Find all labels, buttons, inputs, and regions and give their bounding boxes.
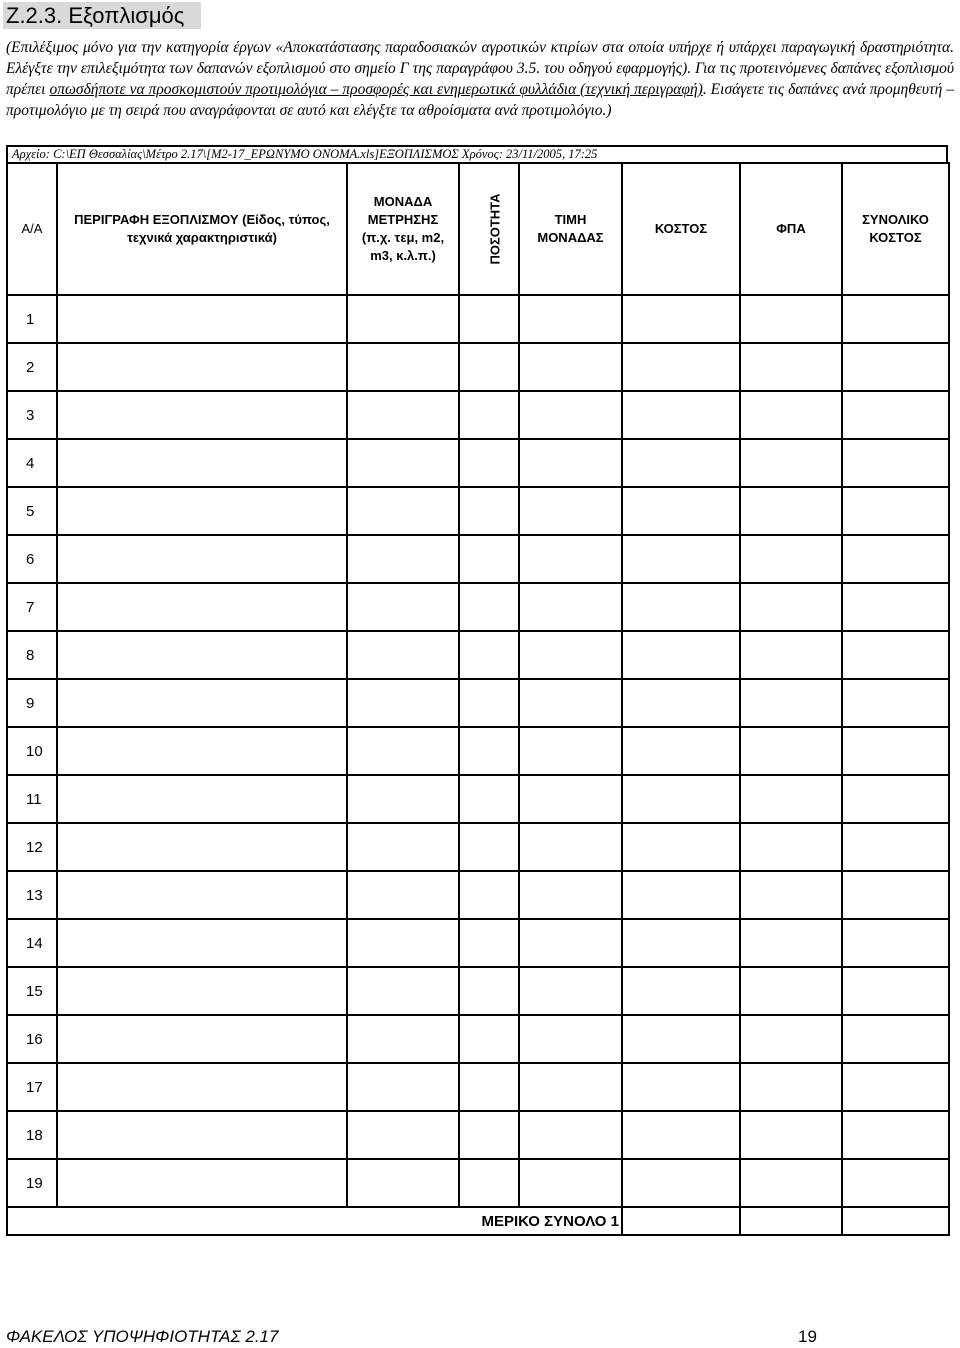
cell-total-cost[interactable] [842,295,949,343]
cell-unit[interactable] [347,439,459,487]
cell-quantity[interactable] [459,583,519,631]
cell-description[interactable] [57,295,347,343]
cell-total-cost[interactable] [842,775,949,823]
cell-total-cost[interactable] [842,487,949,535]
cell-description[interactable] [57,439,347,487]
cell-total-cost[interactable] [842,1111,949,1159]
cell-vat[interactable] [740,919,842,967]
cell-unit[interactable] [347,583,459,631]
cell-total-cost[interactable] [842,823,949,871]
header-aa: Α/Α [7,163,57,295]
cell-cost[interactable] [622,871,740,919]
cell-unit-price[interactable] [519,1159,622,1207]
cell-unit[interactable] [347,1063,459,1111]
intro-paragraph [6,37,954,121]
row-number: 13 [7,871,57,919]
cell-unit-price[interactable] [519,487,622,535]
cell-cost[interactable] [622,487,740,535]
cell-cost[interactable] [622,1063,740,1111]
cell-description[interactable] [57,343,347,391]
cell-vat[interactable] [740,631,842,679]
intro-text-part2: . Εισάγετε τις δαπάνες ανά προμηθευτή –προτιμολόγιο με τη σειρά που αναγράφονται σε αυτό και ελέγξτε τα αθροίσματα ανά προτιμολόγιο.) [6,81,954,119]
cell-unit[interactable] [347,295,459,343]
cell-cost[interactable] [622,583,740,631]
cell-quantity[interactable] [459,967,519,1015]
cell-vat[interactable] [740,439,842,487]
cell-unit-price[interactable] [519,391,622,439]
cell-cost[interactable] [622,1015,740,1063]
cell-cost[interactable] [622,631,740,679]
cell-description[interactable] [57,967,347,1015]
cell-total-cost[interactable] [842,1015,949,1063]
cell-total-cost[interactable] [842,967,949,1015]
cell-total-cost[interactable] [842,1159,949,1207]
table-row [7,535,949,583]
table-row [7,583,949,631]
row-number: 19 [7,1159,57,1207]
footer-folder-title: ΦΑΚΕΛΟΣ ΥΠΟΨΗΦΙΟΤΗΤΑΣ 2.17 [6,1327,279,1346]
subtotal-label: ΜΕΡΙΚΟ ΣΥΝΟΛΟ 1 [7,1207,622,1235]
row-number: 16 [7,1015,57,1063]
cell-cost[interactable] [622,1159,740,1207]
cell-description[interactable] [57,1063,347,1111]
cell-unit[interactable] [347,343,459,391]
cell-vat[interactable] [740,1159,842,1207]
cell-quantity[interactable] [459,1111,519,1159]
cell-unit[interactable] [347,679,459,727]
section-title: Ζ.2.3. Εξοπλισμός [3,2,201,29]
cell-total-cost[interactable] [842,391,949,439]
cell-description[interactable] [57,583,347,631]
table-row [7,631,949,679]
cell-unit-price[interactable] [519,343,622,391]
cell-total-cost[interactable] [842,871,949,919]
cell-unit[interactable] [347,823,459,871]
cell-description[interactable] [57,631,347,679]
cell-unit-price[interactable] [519,1015,622,1063]
table-row [7,775,949,823]
header-quantity [459,163,519,295]
cell-unit-price[interactable] [519,1063,622,1111]
cell-unit-price[interactable] [519,1111,622,1159]
cell-vat[interactable] [740,823,842,871]
subtotal-cost[interactable] [622,1207,740,1235]
table-row [7,967,949,1015]
cell-total-cost[interactable] [842,343,949,391]
cell-vat[interactable] [740,679,842,727]
cell-unit[interactable] [347,727,459,775]
cell-unit[interactable] [347,1159,459,1207]
cell-unit-price[interactable] [519,631,622,679]
row-number: 1 [7,295,57,343]
cell-vat[interactable] [740,727,842,775]
cell-total-cost[interactable] [842,535,949,583]
cell-vat[interactable] [740,967,842,1015]
table-row [7,871,949,919]
cell-unit-price[interactable] [519,727,622,775]
row-number: 12 [7,823,57,871]
cell-vat[interactable] [740,295,842,343]
intro-text-underlined: οπωσδήποτε να προσκομιστούν προτιμολόγια – προσφορές και ενημερωτικά φυλλάδια (τεχνική περιγραφή) [49,81,703,98]
row-number: 15 [7,967,57,1015]
cell-unit-price[interactable] [519,919,622,967]
row-number: 6 [7,535,57,583]
cell-quantity[interactable] [459,919,519,967]
cell-unit-price[interactable] [519,775,622,823]
cell-description[interactable] [57,1111,347,1159]
row-number: 11 [7,775,57,823]
row-number: 10 [7,727,57,775]
intro-text-part1: (Επιλέξιμος μόνο για την κατηγορία έργων «Αποκατάστασης παραδοσιακών αγροτικών κτιρίων στα οποία υπήρχε ή υπάρχει παραγωγική δραστηριότητα. Ελέγξτε την επιλεξιμότητα των δαπανών εξοπλισμού στο σημείο Γ της παραγράφου 3.5. του οδηγού εφαρμογής). Για τις προτεινόμενες δαπάνες εξοπλισμού πρέπει [6,39,954,98]
cell-quantity[interactable] [459,631,519,679]
cell-description[interactable] [57,487,347,535]
cell-unit[interactable] [347,1111,459,1159]
cell-vat[interactable] [740,1015,842,1063]
cell-cost[interactable] [622,823,740,871]
cell-quantity[interactable] [459,535,519,583]
cell-unit[interactable] [347,391,459,439]
cell-quantity[interactable] [459,871,519,919]
cell-total-cost[interactable] [842,583,949,631]
subtotal-row [7,1207,949,1235]
cell-description[interactable] [57,775,347,823]
cell-vat[interactable] [740,583,842,631]
cell-description[interactable] [57,1015,347,1063]
row-number: 8 [7,631,57,679]
table-body [7,295,949,1235]
table-row [7,487,949,535]
cell-vat[interactable] [740,1111,842,1159]
table-row [7,679,949,727]
cell-quantity[interactable] [459,775,519,823]
cell-quantity[interactable] [459,823,519,871]
cell-unit[interactable] [347,919,459,967]
cell-unit-price[interactable] [519,295,622,343]
row-number: 18 [7,1111,57,1159]
table-row [7,1111,949,1159]
cell-vat[interactable] [740,487,842,535]
table-row [7,727,949,775]
row-number: 3 [7,391,57,439]
table-row [7,295,949,343]
subtotal-total-cost[interactable] [842,1207,949,1235]
cell-description[interactable] [57,679,347,727]
cell-quantity[interactable] [459,391,519,439]
cell-quantity[interactable] [459,487,519,535]
cell-description[interactable] [57,391,347,439]
header-description: ΠΕΡΙΓΡΑΦΗ ΕΞΟΠΛΙΣΜΟΥ (Είδος, τύπος, τεχνικά χαρακτηριστικά) [57,163,347,295]
cell-description[interactable] [57,727,347,775]
cell-description[interactable] [57,823,347,871]
cell-cost[interactable] [622,727,740,775]
cell-cost[interactable] [622,679,740,727]
row-number: 9 [7,679,57,727]
row-number: 2 [7,343,57,391]
cell-unit[interactable] [347,871,459,919]
cell-cost[interactable] [622,967,740,1015]
row-number: 4 [7,439,57,487]
cell-quantity[interactable] [459,679,519,727]
cell-quantity[interactable] [459,1063,519,1111]
cell-unit[interactable] [347,775,459,823]
cell-description[interactable] [57,871,347,919]
table-row [7,1063,949,1111]
cell-quantity[interactable] [459,1159,519,1207]
page-number: 19 [798,1327,817,1346]
cell-unit[interactable] [347,1015,459,1063]
cell-cost[interactable] [622,775,740,823]
cell-quantity[interactable] [459,343,519,391]
header-vat: ΦΠΑ [740,163,842,295]
table-row [7,823,949,871]
cell-vat[interactable] [740,343,842,391]
table-row [7,1159,949,1207]
cell-quantity[interactable] [459,295,519,343]
cell-total-cost[interactable] [842,439,949,487]
row-number: 17 [7,1063,57,1111]
cell-total-cost[interactable] [842,1063,949,1111]
cell-cost[interactable] [622,295,740,343]
cell-quantity[interactable] [459,727,519,775]
cell-cost[interactable] [622,1111,740,1159]
cell-unit-price[interactable] [519,823,622,871]
header-unit-price: ΤΙΜΗ ΜΟΝΑΔΑΣ [519,163,622,295]
row-number: 14 [7,919,57,967]
table-row [7,391,949,439]
cell-vat[interactable] [740,535,842,583]
cell-cost[interactable] [622,535,740,583]
cell-quantity[interactable] [459,1015,519,1063]
cell-description[interactable] [57,535,347,583]
cell-cost[interactable] [622,439,740,487]
cell-vat[interactable] [740,391,842,439]
cell-cost[interactable] [622,919,740,967]
cell-unit-price[interactable] [519,583,622,631]
header-row [7,163,949,295]
header-total-cost: ΣΥΝΟΛΙΚΟ ΚΟΣΤΟΣ [842,163,949,295]
cell-total-cost[interactable] [842,919,949,967]
header-quantity-label: ΠΟΣΟΤΗΤΑ [487,193,503,265]
equipment-table [6,162,950,1236]
cell-total-cost[interactable] [842,727,949,775]
row-number: 5 [7,487,57,535]
cell-vat[interactable] [740,1063,842,1111]
cell-cost[interactable] [622,343,740,391]
cell-quantity[interactable] [459,439,519,487]
cell-vat[interactable] [740,871,842,919]
cell-unit-price[interactable] [519,679,622,727]
cell-total-cost[interactable] [842,679,949,727]
subtotal-vat[interactable] [740,1207,842,1235]
cell-unit-price[interactable] [519,871,622,919]
cell-vat[interactable] [740,775,842,823]
row-number: 7 [7,583,57,631]
cell-description[interactable] [57,1159,347,1207]
table-row [7,919,949,967]
cell-unit[interactable] [347,487,459,535]
file-path-line: Αρχείο: C:\ΕΠ Θεσσαλίας\Μέτρο 2.17\[Μ2-17_ΕΡΩΝΥΜΟ ΟΝΟΜΑ.xls]ΕΞΟΠΛΙΣΜΟΣ Χρόνος: 23/11/2005, 17:25 [6,145,948,163]
table-row [7,1015,949,1063]
header-cost: ΚΟΣΤΟΣ [622,163,740,295]
cell-unit[interactable] [347,967,459,1015]
cell-unit-price[interactable] [519,439,622,487]
table-row [7,439,949,487]
cell-unit[interactable] [347,535,459,583]
header-unit: ΜΟΝΑΔΑ ΜΕΤΡΗΣΗΣ (π.χ. τεμ, m2, m3, κ.λ.π.) [347,163,459,295]
cell-total-cost[interactable] [842,631,949,679]
cell-cost[interactable] [622,391,740,439]
cell-unit-price[interactable] [519,967,622,1015]
table-row [7,343,949,391]
cell-unit[interactable] [347,631,459,679]
cell-unit-price[interactable] [519,535,622,583]
cell-description[interactable] [57,919,347,967]
